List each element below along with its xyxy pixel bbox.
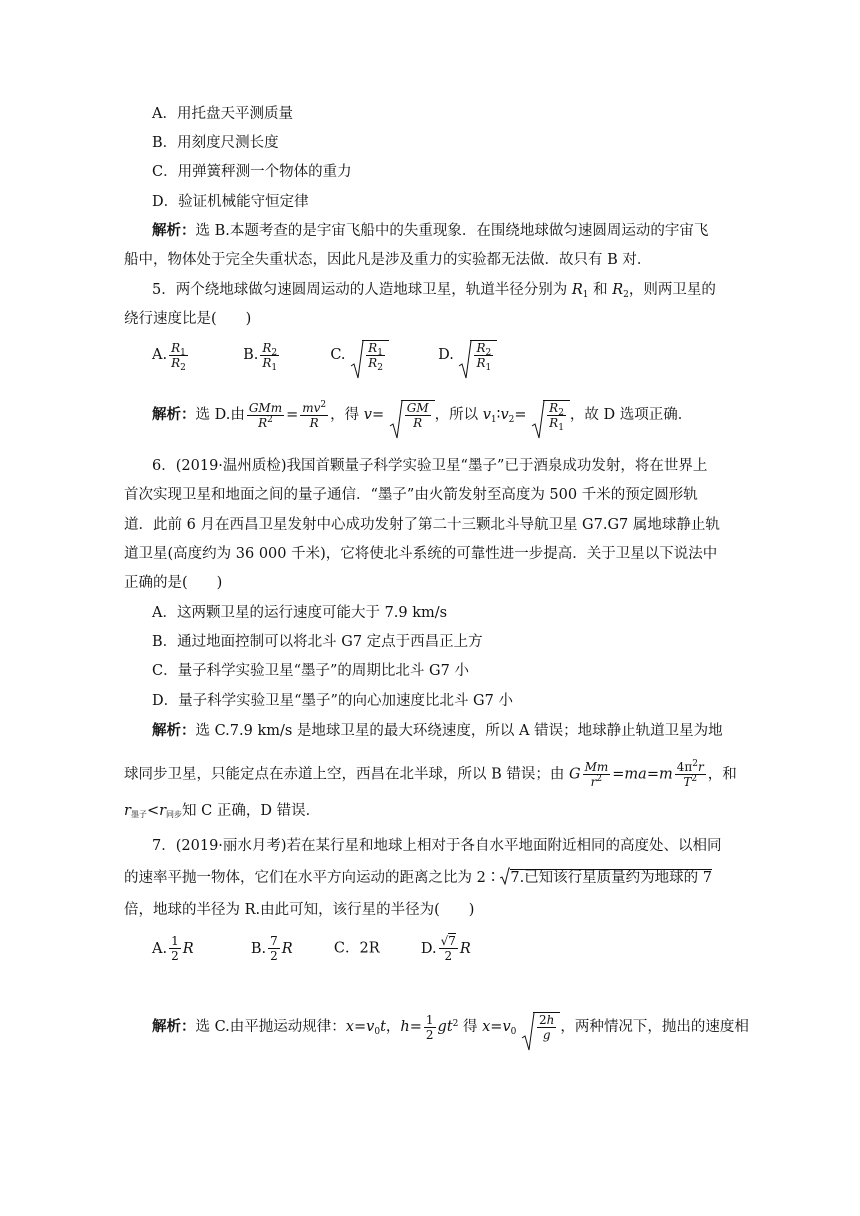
q7-stem-line3: 倍，地球的半径为 R.由此可知，该行星的半径为( ) bbox=[124, 902, 475, 918]
q5-option-a: A. $\frac{R_1}{R_2}$ bbox=[152, 340, 186, 373]
q6-stem-line1: 6．(2019·温州质检)我国首颗量子科学实验卫星“墨子”已于酒泉成功发射，将在世界上 bbox=[152, 458, 708, 474]
q6-option-d: D．量子科学实验卫星“墨子”的向心加速度比北斗 G7 小 bbox=[152, 693, 513, 709]
q6-source: (2019·温州质检) bbox=[175, 458, 287, 474]
q7-options bbox=[152, 934, 471, 963]
q6-option-b: B．通过地面控制可以将北斗 G7 定点于西昌正上方 bbox=[152, 634, 483, 650]
q5-options bbox=[152, 340, 497, 373]
q6-option-a: A．这两颗卫星的运行速度可能大于 7.9 km/s bbox=[152, 605, 448, 621]
solution-label: 解析： bbox=[152, 222, 196, 239]
q7-option-c: C．2R bbox=[333, 940, 380, 957]
q4-solution-line1: 解析：选 B.本题考查的是宇宙飞船中的失重现象．在围绕地球做匀速圆周运动的宇宙飞 bbox=[152, 222, 709, 239]
q4-option-d: D．验证机械能守恒定律 bbox=[152, 194, 309, 210]
q5-stem-line2: 绕行速度比是( ) bbox=[124, 311, 252, 327]
q7-option-a: A. $\frac{1}{2}$ R bbox=[152, 934, 194, 963]
q4-option-a: A．用托盘天平测质量 bbox=[152, 106, 293, 122]
q6-solution-line1: 解析：选 C.7.9 km/s 是地球卫星的最大环绕速度，所以 A 错误；地球静止轨道卫星为地 bbox=[152, 722, 723, 739]
q7-option-b: B. $\frac{7}{2}$ R bbox=[250, 934, 293, 963]
sqrt-symbol: $\frac{GM}{R}$ bbox=[389, 400, 435, 430]
q6-stem-line5: 正确的是( ) bbox=[124, 575, 223, 591]
q7-stem-line2: 的速率平抛一物体，它们在水平方向运动的距离之比为 2∶ 7.已知该行星质量约为地球的 7 bbox=[124, 867, 712, 889]
q6-stem-line2: 首次实现卫星和地面之间的量子通信．“墨子”由火箭发射至高度为 500 千米的预定圆形轨 bbox=[124, 487, 698, 503]
q6-solution-line3: r墨子<r同步知 C 正确，D 错误． bbox=[124, 803, 321, 819]
q5-option-d: D. $\frac{R_2}{R_1}$ bbox=[438, 347, 497, 363]
q4-option-c: C．用弹簧秤测一个物体的重力 bbox=[152, 164, 352, 180]
q4-option-b: B．用刻度尺测长度 bbox=[152, 135, 279, 151]
sqrt-symbol: $\frac{R_1}{R_2}$ bbox=[350, 340, 389, 370]
q6-stem-line3: 道．此前 6 月在西昌卫星发射中心成功发射了第二十三颗北斗导航卫星 G7.G7 属地球静止轨 bbox=[124, 517, 720, 533]
q5-option-b: B. $\frac{R_2}{R_1}$ bbox=[243, 340, 278, 373]
q5-solution: 解析：选 D.由 $\frac{\text{GMm}}{R^2}$ = $\frac{mv^2}{R}$ ，得 v= $\frac{GM}{R}$ ，所以 $v_1∶v_2=$ $\frac{R_2}{R_1}$ ，故 D 选项正确． bbox=[152, 400, 692, 430]
q7-solution: 解析：选 C.由平抛运动规律：$x=v_0t$，h= $\frac{1}{2}$ $gt^2$ 得 $x=v_0$ $\frac{2h}{g}$ ，两种情况下，抛出的速度相 bbox=[152, 1012, 749, 1042]
q6-solution-line2: 球同步卫星，只能定点在赤道上空，西昌在北半球，所以 B 错误；由 G $\frac{Mm}{r^2}$ =ma=m $\frac{4\pi^2r}{T^2}$ ，和 bbox=[124, 759, 737, 789]
sqrt-symbol: $\frac{2h}{g}$ bbox=[521, 1012, 560, 1042]
q7-source: (2019·丽水月考) bbox=[175, 838, 287, 854]
q7-option-d: D. $\frac{√7}{2}$ R bbox=[420, 934, 471, 963]
sqrt-symbol: $\frac{R_2}{R_1}$ bbox=[458, 340, 497, 370]
sqrt-symbol: $\frac{R_2}{R_1}$ bbox=[531, 400, 570, 430]
q5-stem-line1: 5．两个绕地球做匀速圆周运动的人造地球卫星，轨道半径分别为 $R_1$ 和 $R_2$，则两卫星的 bbox=[152, 282, 716, 300]
q5-option-c: C. $\frac{R_1}{R_2}$ bbox=[330, 347, 389, 363]
q7-stem-line1: 7．(2019·丽水月考)若在某行星和地球上相对于各自水平地面附近相同的高度处、以相同 bbox=[152, 838, 722, 854]
q4-solution-line2: 船中，物体处于完全失重状态，因此凡是涉及重力的实验都无法做．故只有 B 对． bbox=[124, 252, 652, 268]
q6-stem-line4: 道卫星(高度约为 36 000 千米)，它将使北斗系统的可靠性进一步提高．关于卫星以下说法中 bbox=[124, 546, 718, 562]
q6-option-c: C．量子科学实验卫星“墨子”的周期比北斗 G7 小 bbox=[152, 663, 469, 679]
sqrt-symbol bbox=[500, 867, 510, 885]
